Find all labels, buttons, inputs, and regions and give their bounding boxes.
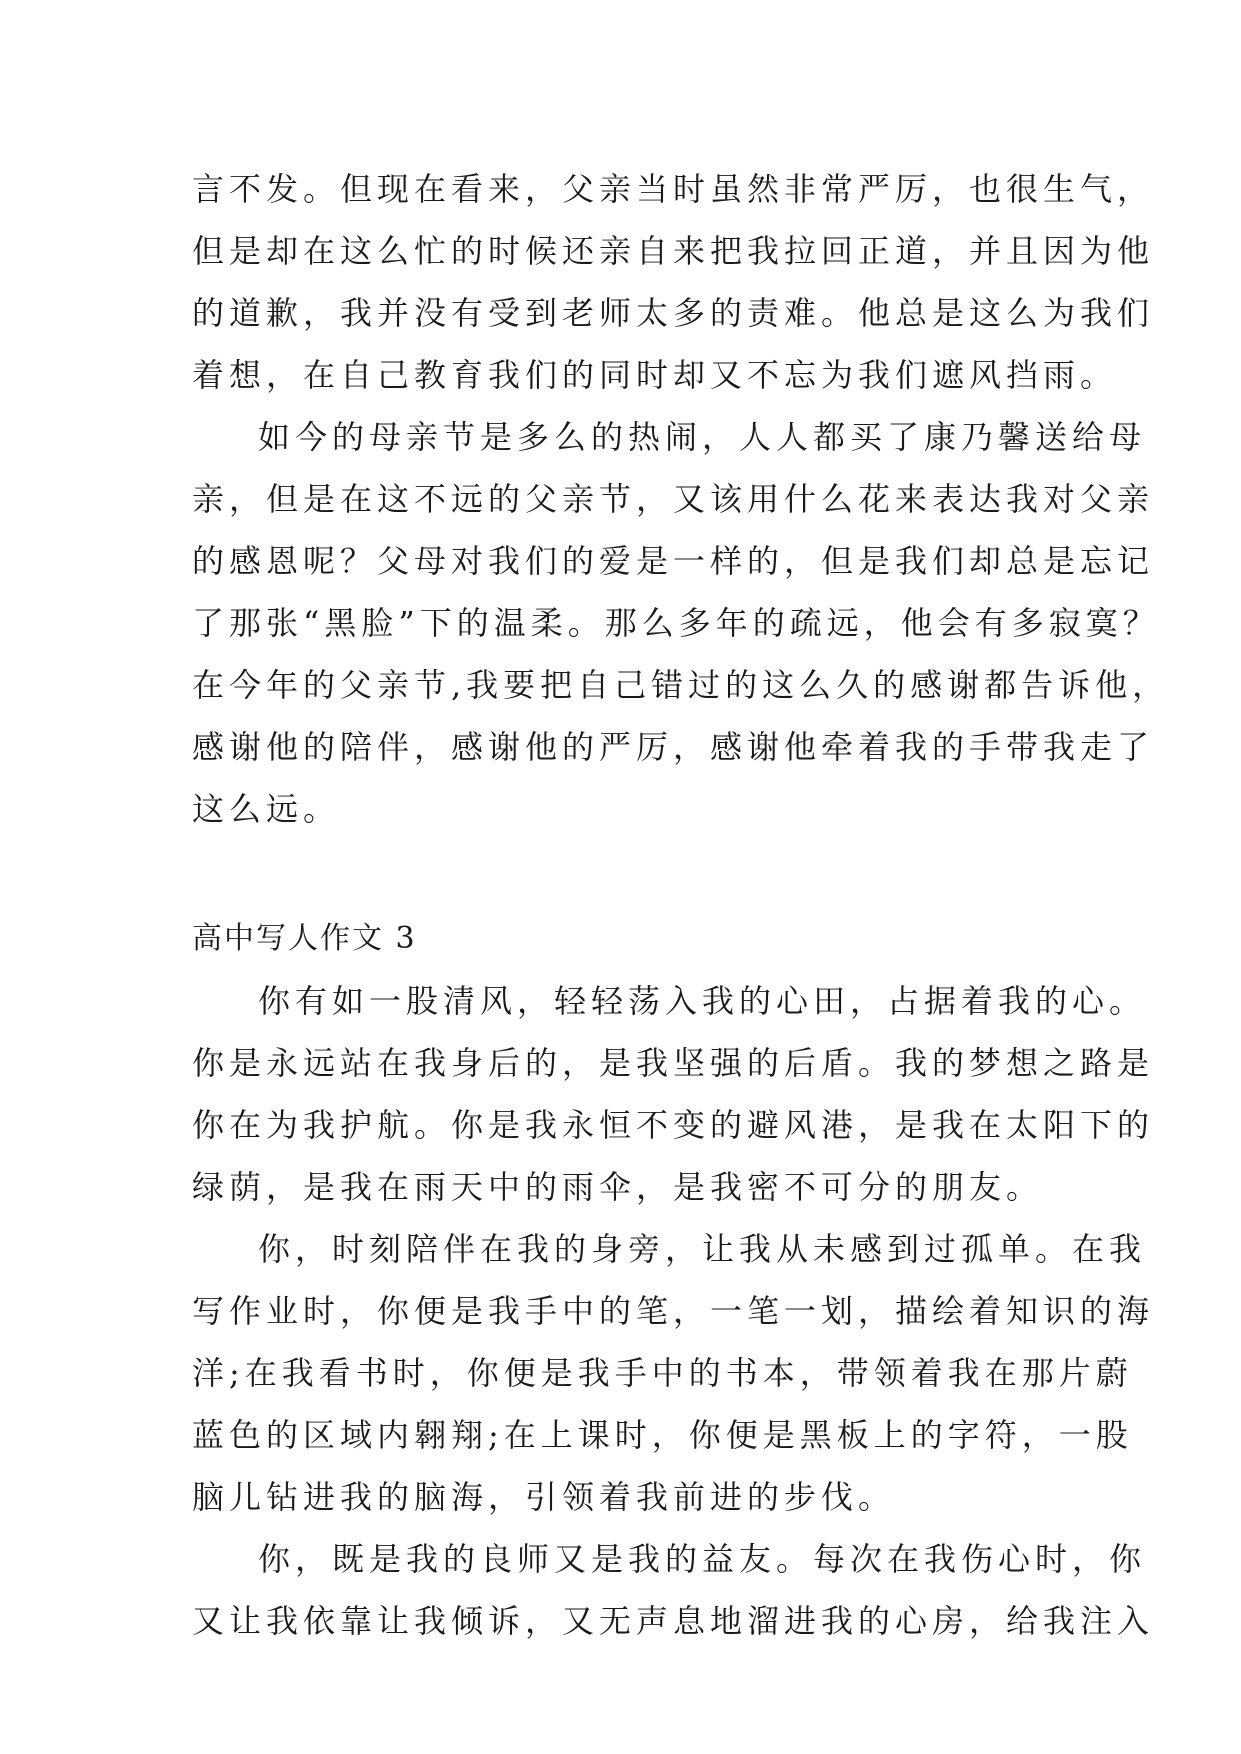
paragraph: [192, 1528, 1155, 1652]
text-line: 你在为我护航。你是我永恒不变的避风港，是我在太阳下的: [192, 1106, 1155, 1144]
text-line: 脑儿钻进我的脑海，引领着我前进的步伐。: [192, 1478, 896, 1516]
text-line: 感谢他的陪伴，感谢他的严厉，感谢他牵着我的手带我走了: [192, 728, 1155, 766]
text-line: 在今年的父亲节,我要把自己错过的这么久的感谢都告诉他，: [192, 666, 1170, 704]
text-line: 你有如一股清风，轻轻荡入我的心田，占据着我的心。: [258, 982, 1147, 1020]
paragraph: [192, 1218, 1155, 1528]
text-line: 洋;在我看书时，你便是我手中的书本，带领着我在那片蔚: [192, 1354, 1133, 1392]
text-line: 言不发。但现在看来，父亲当时虽然非常严厉，也很生气，: [192, 170, 1155, 208]
text-line: 你是永远站在我身后的，是我坚强的后盾。我的梦想之路是: [192, 1044, 1155, 1082]
text-line: 你，既是我的良师又是我的益友。每次在我伤心时，你: [258, 1540, 1147, 1578]
document-page: [192, 158, 1170, 1652]
paragraph: [192, 406, 1170, 840]
paragraph: [192, 970, 1155, 1218]
text-line: 着想，在自己教育我们的同时却又不忘为我们遮风挡雨。: [192, 356, 1118, 394]
text-line: 的道歉，我并没有受到老师太多的责难。他总是这么为我们: [192, 294, 1155, 332]
text-line: 的感恩呢？父母对我们的爱是一样的，但是我们却总是忘记: [192, 542, 1155, 580]
text-line: 如今的母亲节是多么的热闹，人人都买了康乃馨送给母: [258, 418, 1147, 456]
text-line: 亲，但是在这不远的父亲节，又该用什么花来表达我对父亲: [192, 480, 1155, 518]
text-line: 但是却在这么忙的时候还亲自来把我拉回正道，并且因为他: [192, 232, 1155, 270]
text-line: 蓝色的区域内翱翔;在上课时，你便是黑板上的字符，一股: [192, 1416, 1133, 1454]
text-line: 写作业时，你便是我手中的笔，一笔一划，描绘着知识的海: [192, 1292, 1155, 1330]
paragraph: [192, 158, 1155, 406]
section-spacer: [192, 840, 1052, 908]
text-line: 你，时刻陪伴在我的身旁，让我从未感到过孤单。在我: [258, 1230, 1147, 1268]
section-title: 高中写人作文 3: [192, 921, 417, 956]
text-line: 了那张“黑脸”下的温柔。那么多年的疏远，他会有多寂寞？: [192, 604, 1160, 642]
text-line: 又让我依靠让我倾诉，又无声息地溜进我的心房，给我注入: [192, 1602, 1155, 1640]
text-line: 这么远。: [192, 790, 341, 828]
text-line: 绿荫，是我在雨天中的雨伞，是我密不可分的朋友。: [192, 1168, 1044, 1206]
